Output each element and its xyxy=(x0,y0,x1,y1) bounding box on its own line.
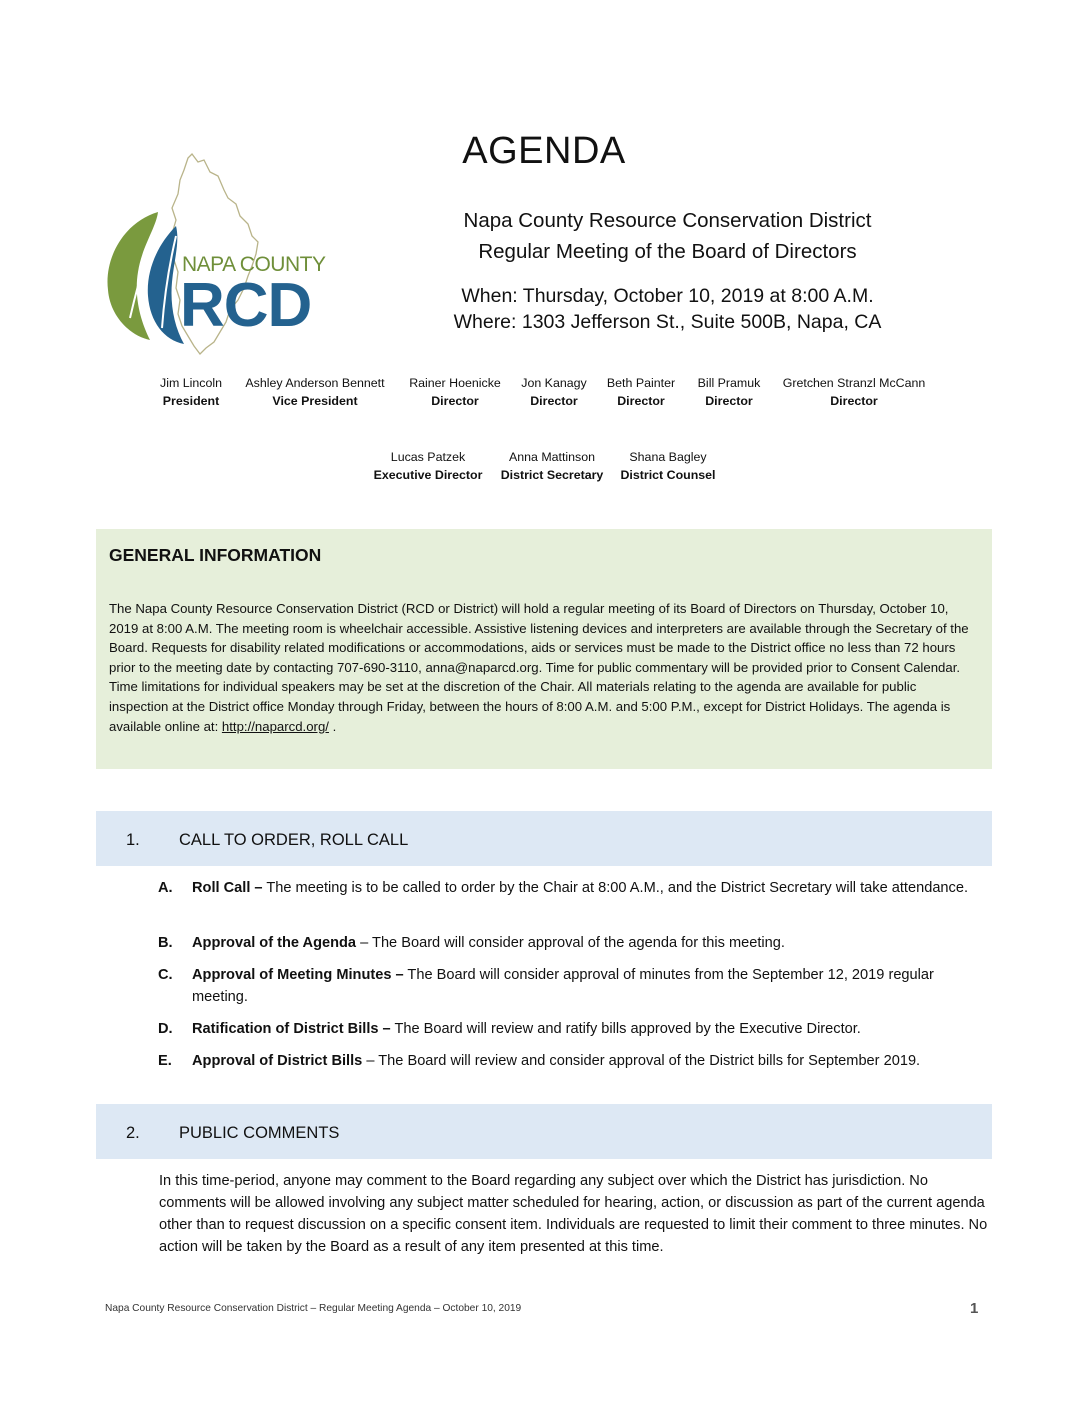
staff-member xyxy=(368,448,488,484)
meeting-where: Where: 1303 Jefferson St., Suite 500B, Napa, CA xyxy=(453,311,882,333)
section-header xyxy=(96,1104,992,1159)
meeting-when: When: Thursday, October 10, 2019 at 8:00 A.M. xyxy=(461,285,874,307)
staff-member xyxy=(494,448,610,484)
page-number: 1 xyxy=(970,1300,979,1317)
general-information-text xyxy=(109,599,979,736)
board-member-name: Rainer Hoenicke xyxy=(409,376,501,390)
board-member xyxy=(140,374,242,410)
section-number: 1. xyxy=(126,831,140,849)
agenda-item-label: Approval of Meeting Minutes – xyxy=(192,967,404,983)
agenda-item-letter: B. xyxy=(158,935,173,951)
agenda-item-text: – The Board will review and consider approval of the District bills for September 2019. xyxy=(362,1053,921,1069)
section-header xyxy=(96,811,992,866)
general-information-body: The Napa County Resource Conservation District (RCD or District) will hold a regular meeting of its Board of Directors on Thursday, October 10, 2019 at 8:00 A.M. The meeting room is wheelchair accessible. Assistive listening devices and interpreters are available through the Secretary of the Board. Requests for disability related modifications or accommodations, aids or services must be made to the District office no less than 72 hours prior to the meeting date by contacting 707-690-3110, anna@naparcd.org. Time for public commentary will be provided prior to Consent Calendar. Time limitations for individual speakers may be set at the discretion of the Chair. All materials relating to the agenda are available for public inspection at the District office Monday through Friday, between the hours of 8:00 A.M. and 5:00 P.M., except for District Holidays. The agenda is available online at: xyxy=(109,601,969,734)
agenda-item xyxy=(158,1018,973,1040)
general-information-end: . xyxy=(328,718,337,734)
board-member xyxy=(596,374,686,410)
agenda-item-text: – The Board will consider approval of the agenda for this meeting. xyxy=(356,935,785,951)
agenda-item-label: Ratification of District Bills – xyxy=(192,1021,391,1037)
board-member xyxy=(688,374,770,410)
staff-member-name: Anna Mattinson xyxy=(508,450,596,464)
general-information-box xyxy=(96,529,992,769)
staff-member-title: District Secretary xyxy=(500,468,604,482)
agenda-item-label: Approval of the Agenda xyxy=(192,935,357,951)
general-information-heading: GENERAL INFORMATION xyxy=(109,545,322,565)
board-member-name: Bill Pramuk xyxy=(697,376,761,390)
staff-member-name: Shana Bagley xyxy=(629,450,707,464)
agenda-item xyxy=(158,964,973,1008)
agenda-item-letter: D. xyxy=(158,1021,173,1037)
board-member-name: Beth Painter xyxy=(606,376,676,390)
board-member-title: Vice President xyxy=(272,394,358,408)
agenda-item xyxy=(158,1050,973,1072)
logo-text-county: NAPA COUNTY xyxy=(182,253,326,276)
board-member-title: Director xyxy=(530,394,578,408)
agenda-item xyxy=(158,932,973,954)
board-member xyxy=(400,374,510,410)
website-link[interactable]: http://naparcd.org/ xyxy=(221,718,329,734)
agenda-item-label: Approval of District Bills xyxy=(192,1053,363,1069)
page-footer: Napa County Resource Conservation District – Regular Meeting Agenda – October 10, 2019 xyxy=(105,1303,522,1314)
board-member-title: President xyxy=(162,394,220,408)
staff-member-name: Lucas Patzek xyxy=(390,450,466,464)
board-member-name: Jon Kanagy xyxy=(521,376,587,390)
agenda-item-letter: A. xyxy=(158,880,173,896)
public-comments-text: In this time-period, anyone may comment to the Board regarding any subject over which the District has jurisdiction. No comments will be allowed involving any subject matter scheduled for hearing, action, or discussion as part of the current agenda other than to request discussion on a specific consent item. Individuals are requested to limit their comment to three minutes. No action will be taken by the Board as a result of any item presented at this time. xyxy=(159,1173,988,1255)
section-title: CALL TO ORDER, ROLL CALL xyxy=(179,831,409,849)
staff-member-title: District Counsel xyxy=(620,468,716,482)
board-member-title: Director xyxy=(431,394,479,408)
rcd-logo xyxy=(100,150,345,362)
agenda-item-letter: C. xyxy=(158,967,173,983)
agenda-item-text: The Board will review and ratify bills approved by the Executive Director. xyxy=(390,1021,861,1037)
staff-member-title: Executive Director xyxy=(373,468,483,482)
board-member-title: Director xyxy=(705,394,753,408)
board-member-name: Jim Lincoln xyxy=(160,376,222,390)
section-number: 2. xyxy=(126,1124,140,1142)
agenda-item-label: Roll Call – xyxy=(192,880,263,896)
agenda-item-text: The Board will consider approval of minutes from the September 12, 2019 regular meeting. xyxy=(192,967,934,1005)
logo-text-rcd: RCD xyxy=(180,271,312,340)
board-member-title: Director xyxy=(830,394,878,408)
board-member-title: Director xyxy=(617,394,665,408)
board-member xyxy=(510,374,598,410)
meeting-type: Regular Meeting of the Board of Directors xyxy=(478,240,857,263)
staff-member xyxy=(614,448,722,484)
board-member-name: Ashley Anderson Bennett xyxy=(245,376,385,390)
page-title: AGENDA xyxy=(462,130,626,172)
board-member xyxy=(236,374,394,410)
board-member xyxy=(774,374,934,410)
section-title: PUBLIC COMMENTS xyxy=(179,1124,340,1142)
agenda-item-letter: E. xyxy=(158,1053,172,1069)
agenda-item xyxy=(158,877,973,899)
board-member-name: Gretchen Stranzl McCann xyxy=(782,376,926,390)
agenda-item-text: The meeting is to be called to order by the Chair at 8:00 A.M., and the District Secretary will take attendance. xyxy=(262,880,969,896)
org-name: Napa County Resource Conservation District xyxy=(463,209,872,232)
